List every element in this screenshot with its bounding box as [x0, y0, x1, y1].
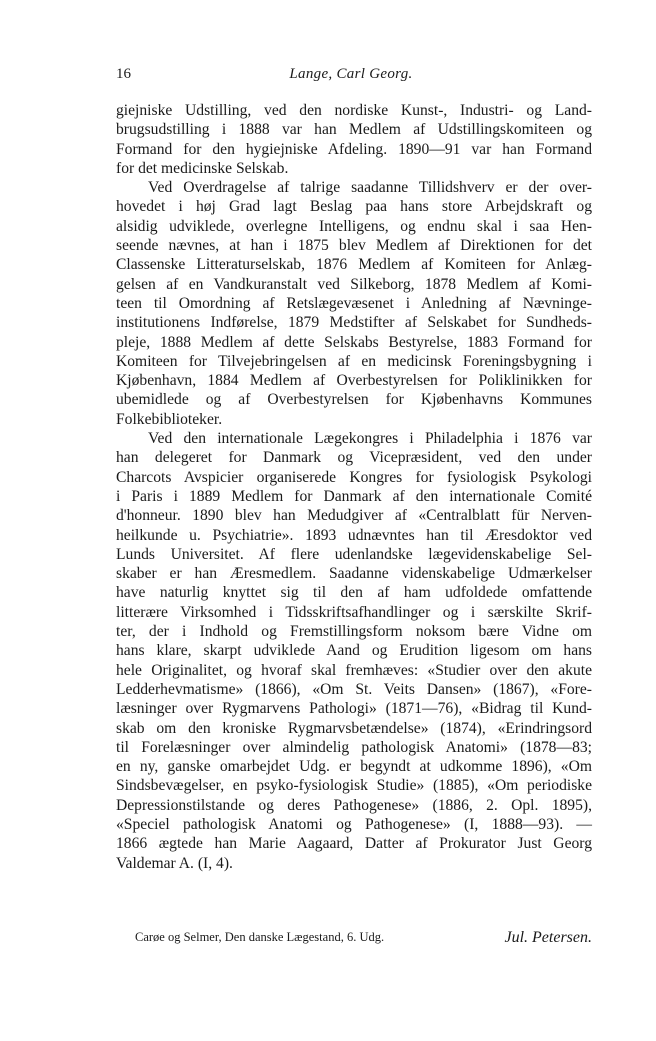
text-line: Valdemar A. (I, 4). — [116, 854, 233, 872]
text-line: teen til Omordning af Retslægevæsenet i Anledning af Nævninge- — [116, 294, 592, 312]
page-header — [116, 66, 586, 88]
text-line: ubemidlede og af Overbestyrelsen for Kjøbenhavns Kommunes — [116, 391, 592, 409]
text-line: skaber er han Æresmedlem. Saadanne videnskabelige Udmærkelser — [116, 565, 592, 583]
text-line: Ved den internationale Lægekongres i Philadelphia i 1876 var — [148, 430, 592, 448]
text-line: Lunds Universitet. Af flere udenlandske lægevidenskabelige Sel- — [116, 545, 592, 563]
text-line: brugsudstilling i 1888 var han Medlem af Udstillingskomiteen og — [116, 121, 592, 139]
text-line: han delegeret for Danmark og Vicepræsident, ved den under — [116, 449, 592, 467]
text-line: Folkebiblioteker. — [116, 410, 223, 428]
author-signature: Jul. Petersen. — [504, 929, 592, 946]
text-line: i Paris i 1889 Medlem for Danmark af den internationale Comité — [116, 487, 592, 505]
text-line: giejniske Udstilling, ved den nordiske Kunst-, Industri- og Land- — [116, 102, 592, 119]
text-line: læsninger over Rygmarvens Pathologi» (1871—76), «Bidrag til Kund- — [116, 700, 592, 718]
text-line: til Forelæsninger over almindelig pathologisk Anatomi» (1878—83; — [116, 738, 592, 756]
text-line: «Speciel pathologisk Anatomi og Pathogenese» (I, 1888—93). — — [116, 815, 592, 833]
page-footer — [135, 923, 592, 947]
text-line: Ledderhevmatisme» (1866), «Om St. Veits Dansen» (1867), «Fore- — [116, 680, 592, 698]
text-line: skab om den kroniske Rygmarvsbetændelse» (1874), «Erindringsord — [116, 719, 592, 737]
text-line: 1866 ægtede han Marie Aagaard, Datter af Prokurator Just Georg — [116, 835, 592, 853]
text-line: gelsen af en Vandkuranstalt ved Silkeborg, 1878 Medlem af Komi- — [116, 275, 592, 293]
text-line: Depressionstilstande og deres Pathogenese» (1886, 2. Opl. 1895), — [116, 796, 592, 814]
text-line: Classenske Litteraturselskab, 1876 Medlem af Komiteen for Anlæg- — [116, 256, 592, 274]
text-line: pleje, 1888 Medlem af dette Selskabs Bestyrelse, 1883 Formand for — [116, 333, 592, 351]
text-line: Kjøbenhavn, 1884 Medlem af Overbestyrelsen for Poliklinikken for — [116, 372, 592, 390]
text-line: Komiteen for Tilvejebringelsen af en medicinsk Foreningsbygning i — [116, 352, 592, 370]
text-line: d'honneur. 1890 blev han Medudgiver af «Centralblatt für Nerven- — [116, 507, 592, 525]
text-line: heilkunde u. Psychiatrie». 1893 udnævntes han til Æresdoktor ved — [116, 526, 592, 544]
text-line: seende nævnes, at han i 1875 blev Medlem af Direktionen for det — [116, 237, 592, 255]
running-title: Lange, Carl Georg. — [289, 66, 413, 82]
article-body — [116, 101, 592, 873]
text-line: alsidig udviklede, overlegne Intelligens, og endnu skal i saa Hen- — [116, 217, 592, 235]
text-line: institutionens Indførelse, 1879 Medstifter af Selskabet for Sundheds- — [116, 314, 592, 332]
source-citation: Carøe og Selmer, Den danske Lægestand, 6. Udg. — [135, 930, 385, 944]
text-line: Charcots Avspicier organiserede Kongres for fysiologisk Psykologi — [116, 468, 592, 486]
text-line: hans klare, skarpt udviklede Aand og Erudition ligesom om hans — [116, 642, 592, 660]
text-line: Formand for den hygiejniske Afdeling. 1890—91 var han Formand — [116, 140, 592, 158]
text-line: have naturlig knyttet sig til den af ham udfoldede omfattende — [116, 584, 592, 602]
text-line: Ved Overdragelse af talrige saadanne Tillidshverv er der over- — [148, 179, 592, 197]
text-line: ter, der i Indhold og Fremstillingsform noksom bære Vidne om — [116, 623, 592, 641]
text-line: hovedet i høj Grad lagt Beslag paa hans store Arbejdskraft og — [116, 198, 592, 216]
text-line: for det medicinske Selskab. — [116, 159, 289, 177]
text-line: hele Originalitet, og hvoraf skal fremhæves: «Studier over den akute — [116, 661, 592, 679]
page-number: 16 — [116, 66, 131, 82]
text-line: Sindsbevægelser, en psyko-fysiologisk Studie» (1885), «Om periodiske — [116, 777, 592, 795]
text-line: en ny, ganske omarbejdet Udg. er begyndt at udkomme 1896), «Om — [116, 758, 592, 776]
text-line: litterære Virksomhed i Tidsskriftsafhandlinger og i særskilte Skrif- — [116, 603, 592, 621]
